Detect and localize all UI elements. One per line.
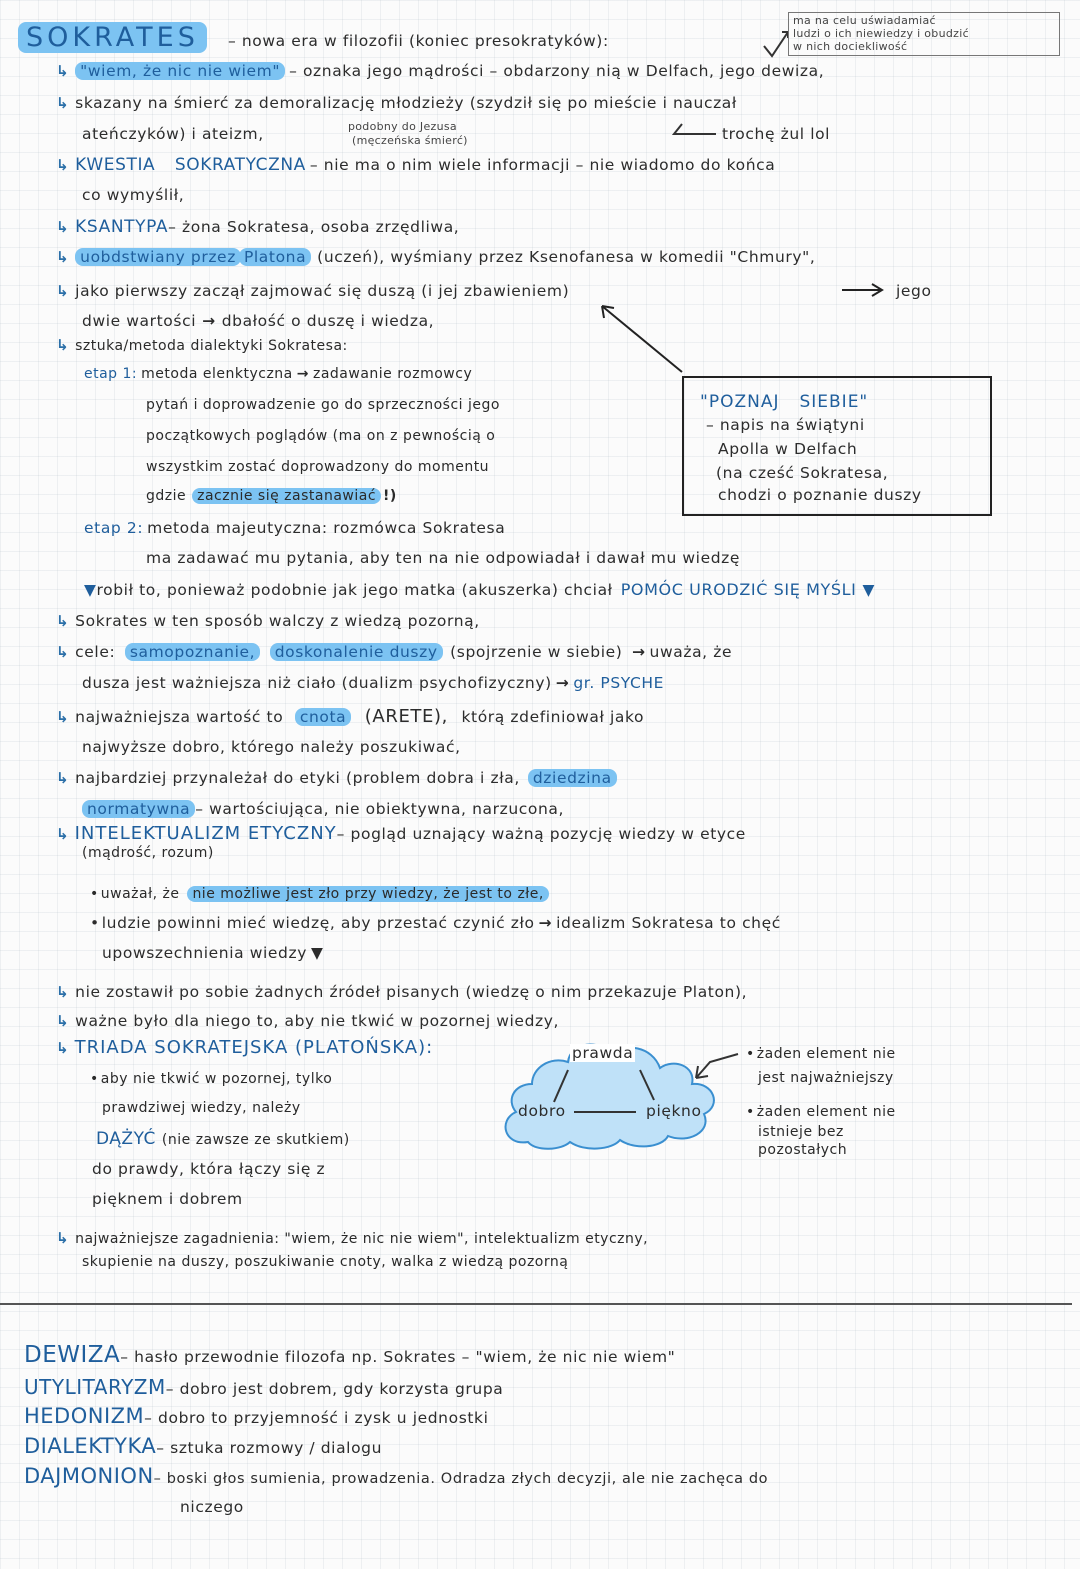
note-line: trochę żul lol bbox=[722, 125, 831, 143]
arrow-icon: ↳ bbox=[56, 62, 70, 80]
exclamation-icon: ▼ bbox=[311, 944, 324, 962]
triad-left: dobro bbox=[518, 1102, 566, 1120]
note-line: ↳ INTELEKTUALIZM ETYCZNY– pogląd uznający ważną pozycję wiedzy w etyce bbox=[56, 823, 746, 844]
small-note: (męczeńska śmierć) bbox=[352, 134, 468, 147]
arrow-icon: ↳ bbox=[56, 282, 70, 300]
arrow-icon: ↳ bbox=[56, 1012, 70, 1030]
arrow-icon: ↳ bbox=[56, 1229, 70, 1247]
note-line: etap 1: metoda elenktyczna → zadawanie rozmowcy bbox=[84, 366, 473, 382]
divider bbox=[0, 1303, 1072, 1305]
note-line: skupienie na duszy, poszukiwanie cnoty, walka z wiedzą pozorną bbox=[82, 1254, 569, 1270]
arrow-icon: ↳ bbox=[56, 1039, 69, 1057]
definition-row: UTYLITARYZM– dobro jest dobrem, gdy korzysta grupa bbox=[24, 1375, 504, 1399]
note-line: wszystkim zostać doprowadzony do momentu bbox=[146, 459, 490, 475]
triad-note: jest najważniejszy bbox=[758, 1070, 894, 1086]
note-line: ↳ ważne było dla niego to, aby nie tkwić w pozornej wiedzy, bbox=[56, 1012, 560, 1030]
note-line: ↳ KWESTIA SOKRATYCZNA – nie ma o nim wiele informacji – nie wiadomo do końca bbox=[56, 155, 776, 175]
note-line: ↳ sztuka/metoda dialektyki Sokratesa: bbox=[56, 336, 348, 354]
arrow-icon: ↳ bbox=[56, 612, 70, 630]
arrow-icon: ↳ bbox=[56, 218, 70, 236]
note-line: etap 2: metoda majeutyczna: rozmówca Sokratesa bbox=[84, 519, 506, 537]
note-line: ↳ skazany na śmierć za demoralizację młodzieży (szydził się po mieście i nauczał bbox=[56, 94, 737, 112]
definition-row: DEWIZA– hasło przewodnie filozofa np. Sokrates – "wiem, że nic nie wiem" bbox=[24, 1342, 676, 1368]
triad-note: do prawdy, która łączy się z bbox=[92, 1160, 326, 1178]
note-line: ↳ jako pierwszy zaczął zajmować się duszą (i jej zbawieniem) bbox=[56, 282, 570, 300]
bullet-item: • uważał, że nie możliwe jest zło przy wiedzy, że jest to złe, bbox=[90, 886, 549, 902]
triad-note: • żaden element nie bbox=[746, 1046, 896, 1062]
triad-note: pozostałych bbox=[758, 1142, 848, 1158]
triad-note: DĄŻYĆ (nie zawsze ze skutkiem) bbox=[96, 1129, 350, 1149]
hook-arrow-icon bbox=[668, 120, 718, 142]
side-note-line: ludzi o ich niewiedzy i obudzić bbox=[793, 27, 969, 40]
note-line: ↳ najważniejsza wartość to cnota (ARETE), którą zdefiniował jako bbox=[56, 706, 645, 727]
small-note: podobny do Jezusa bbox=[348, 120, 457, 133]
note-line: gdzie zacznie się zastanawiać !) bbox=[146, 488, 397, 504]
triad-note: istnieje bez bbox=[758, 1124, 844, 1140]
definition-tail: niczego bbox=[180, 1498, 244, 1516]
side-note-line: ma na celu uświadamiać bbox=[793, 14, 936, 27]
triad-note: • aby nie tkwić w pozornej, tylko bbox=[90, 1071, 333, 1087]
arrow-icon: ↳ bbox=[56, 336, 70, 354]
note-line: dusza jest ważniejsza niż ciało (dualizm psychofizyczny) → gr. PSYCHE bbox=[82, 674, 665, 692]
arrow-icon: ↳ bbox=[56, 983, 70, 1001]
arrow-icon: ↳ bbox=[56, 248, 70, 266]
note-line: ↳ nie zostawił po sobie żadnych źródeł pisanych (wiedzę o nim przekazuje Platon), bbox=[56, 983, 748, 1001]
bullet-item: upowszechnienia wiedzy ▼ bbox=[102, 944, 324, 962]
triad-right: piękno bbox=[646, 1102, 702, 1120]
page-title: SOKRATES bbox=[18, 22, 207, 53]
note-line: co wymyślił, bbox=[82, 186, 185, 204]
note-line: ↳ TRIADA SOKRATEJSKA (PLATOŃSKA): bbox=[56, 1037, 434, 1058]
pointer-arrow-icon bbox=[596, 302, 686, 374]
triad-note: • żaden element nie bbox=[746, 1104, 896, 1120]
triad-note: pięknem i dobrem bbox=[92, 1190, 243, 1208]
quote-line: chodzi o poznanie duszy bbox=[718, 486, 922, 504]
definition-row: DAJMONION– boski głos sumienia, prowadzenia. Odradza złych decyzji, ale nie zachęca do bbox=[24, 1464, 769, 1488]
arrow-icon: ↳ bbox=[56, 769, 70, 787]
note-line: ↳ uobdstwiany przez Platona (uczeń), wyśmiany przez Ksenofanesa w komedii "Chmury", bbox=[56, 248, 816, 266]
arrow-icon: ↳ bbox=[56, 156, 70, 174]
note-line: jego bbox=[896, 282, 932, 300]
check-arrow-icon bbox=[762, 30, 790, 60]
arrow-icon: ↳ bbox=[56, 825, 69, 843]
arrow-icon: ↳ bbox=[56, 643, 70, 661]
note-line: dwie wartości → dbałość o duszę i wiedza, bbox=[82, 312, 435, 330]
bullet-item: • ludzie powinni mieć wiedzę, aby przestać czynić zło → idealizm Sokratesa to chęć bbox=[90, 914, 781, 932]
hook-arrow-icon bbox=[690, 1048, 740, 1084]
quote-line: (na cześć Sokratesa, bbox=[716, 464, 889, 482]
subtitle: – nowa era w filozofii (koniec presokratyków): bbox=[228, 32, 609, 50]
note-line: pytań i doprowadzenie go do sprzeczności jego bbox=[146, 397, 500, 413]
note-line: (mądrość, rozum) bbox=[82, 845, 214, 861]
quote-line: – napis na świątyni bbox=[706, 416, 865, 434]
exclamation-icon: ▼ bbox=[862, 581, 876, 599]
arrow-icon: ↳ bbox=[56, 94, 70, 112]
note-line: ▼robił to, ponieważ podobnie jak jego matka (akuszerka) chciał POMÓC URODZIĆ SIĘ MYŚLI ▼ bbox=[84, 580, 876, 599]
triad-top: prawda bbox=[572, 1044, 634, 1062]
note-line: ↳ Sokrates w ten sposób walczy z wiedzą pozorną, bbox=[56, 612, 480, 630]
note-line: początkowych poglądów (ma on z pewnością o bbox=[146, 428, 496, 444]
arrow-icon: ↳ bbox=[56, 708, 70, 726]
arrow-icon bbox=[840, 282, 886, 298]
quote-line: Apolla w Delfach bbox=[718, 440, 858, 458]
note-line: najwyższe dobro, którego należy poszukiwać, bbox=[82, 738, 461, 756]
note-line: ↳ "wiem, że nic nie wiem" – oznaka jego mądrości – obdarzony nią w Delfach, jego dewiza, bbox=[56, 62, 825, 80]
exclamation-icon: ▼ bbox=[84, 581, 97, 599]
triad-note: prawdziwej wiedzy, należy bbox=[102, 1100, 301, 1116]
definition-row: DIALEKTYKA– sztuka rozmowy / dialogu bbox=[24, 1434, 383, 1458]
note-line: ↳ KSANTYPA– żona Sokratesa, osoba zrzędliwa, bbox=[56, 217, 460, 237]
note-line: normatywna – wartościująca, nie obiektywna, narzucona, bbox=[82, 800, 564, 818]
note-line: ↳ najważniejsze zagadnienia: "wiem, że nic nie wiem", intelektualizm etyczny, bbox=[56, 1229, 649, 1247]
note-line: ↳ cele: samopoznanie, doskonalenie duszy (spojrzenie w siebie) → uważa, że bbox=[56, 643, 733, 661]
note-line: ↳ najbardziej przynależał do etyki (problem dobra i zła, dziedzina bbox=[56, 769, 617, 787]
note-line: ma zadawać mu pytania, aby ten na nie odpowiadał i dawał mu wiedzę bbox=[146, 549, 741, 567]
quote-title: "POZNAJ SIEBIE" bbox=[700, 392, 869, 412]
note-line: ateńczyków) i ateizm, bbox=[82, 125, 264, 143]
side-note-line: w nich dociekliwość bbox=[793, 40, 908, 53]
definition-row: HEDONIZM– dobro to przyjemność i zysk u jednostki bbox=[24, 1404, 489, 1428]
